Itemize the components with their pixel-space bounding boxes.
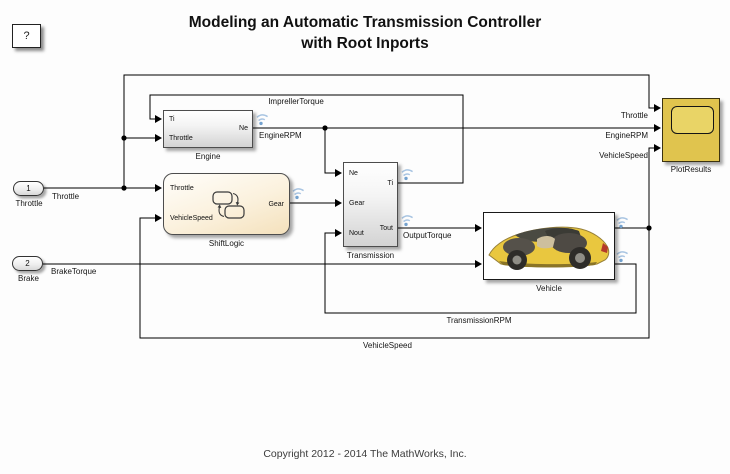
- plotresults-block-label: PlotResults: [670, 165, 712, 174]
- transmission-port-tout: Tout: [379, 225, 393, 232]
- signal-label-imprellertorque: ImprellerTorque: [268, 97, 324, 106]
- transmission-port-nout: Nout: [349, 230, 364, 237]
- block-engine[interactable]: [163, 110, 253, 148]
- signal-logging-icon[interactable]: [293, 189, 304, 199]
- block-shiftlogic[interactable]: [163, 173, 290, 235]
- scope-input-label-vehiclespeed: VehicleSpeed: [599, 151, 648, 160]
- signal-label-enginerpm: EngineRPM: [259, 131, 302, 140]
- model-title-line1: Modeling an Automatic Transmission Controller: [188, 14, 542, 31]
- copyright-text: Copyright 2012 - 2014 The MathWorks, Inc.: [263, 448, 467, 460]
- wire-enginerpm-to-transmission[interactable]: [325, 128, 335, 173]
- signal-logging-icon[interactable]: [257, 115, 268, 125]
- shiftlogic-port-vehiclespeed: VehicleSpeed: [170, 215, 213, 222]
- inport-brake-number: 2: [25, 259, 30, 268]
- inport-throttle-number: 1: [26, 184, 31, 193]
- signal-label-transmissionrpm: TransmissionRPM: [446, 316, 512, 325]
- help-button-label: ?: [23, 30, 30, 42]
- block-plotresults[interactable]: [662, 98, 720, 162]
- scope-input-label-throttle: Throttle: [620, 111, 648, 120]
- scope-input-label-enginerpm: EngineRPM: [605, 131, 648, 140]
- inport-throttle[interactable]: [13, 181, 44, 196]
- model-title: [0, 12, 730, 54]
- stateflow-chart-icon: [210, 190, 247, 220]
- signal-label-throttle: Throttle: [52, 192, 80, 201]
- signal-logging-icon[interactable]: [617, 218, 628, 228]
- inport-throttle-label: Throttle: [15, 199, 43, 208]
- scope-screen-icon: [671, 106, 714, 134]
- shiftlogic-port-throttle: Throttle: [170, 185, 194, 192]
- engine-block-label: Engine: [195, 152, 221, 161]
- shiftlogic-port-gear: Gear: [268, 201, 284, 208]
- engine-port-throttle: Throttle: [169, 135, 193, 142]
- signal-logging-icon[interactable]: [617, 252, 628, 262]
- signal-logging-icon[interactable]: [402, 216, 413, 226]
- block-vehicle[interactable]: [483, 212, 615, 280]
- signal-label-vehiclespeed: VehicleSpeed: [363, 341, 412, 350]
- signal-label-outputtorque: OutputTorque: [403, 231, 452, 240]
- engine-port-ne: Ne: [239, 125, 248, 132]
- signal-logging-icon[interactable]: [402, 170, 413, 180]
- inport-brake[interactable]: [12, 256, 43, 271]
- model-title-line2: with Root Inports: [301, 35, 429, 52]
- block-transmission[interactable]: [343, 162, 398, 247]
- engine-port-ti: Ti: [169, 116, 175, 123]
- shiftlogic-block-label: ShiftLogic: [208, 239, 245, 248]
- transmission-block-label: Transmission: [346, 251, 395, 260]
- transmission-port-gear: Gear: [349, 200, 365, 207]
- vehicle-block-label: Vehicle: [536, 284, 562, 293]
- transmission-port-ti: Ti: [387, 180, 393, 187]
- transmission-port-ne: Ne: [349, 170, 358, 177]
- signal-label-braketorque: BrakeTorque: [51, 267, 97, 276]
- inport-brake-label: Brake: [18, 274, 39, 283]
- vehicle-car-image: [485, 213, 613, 277]
